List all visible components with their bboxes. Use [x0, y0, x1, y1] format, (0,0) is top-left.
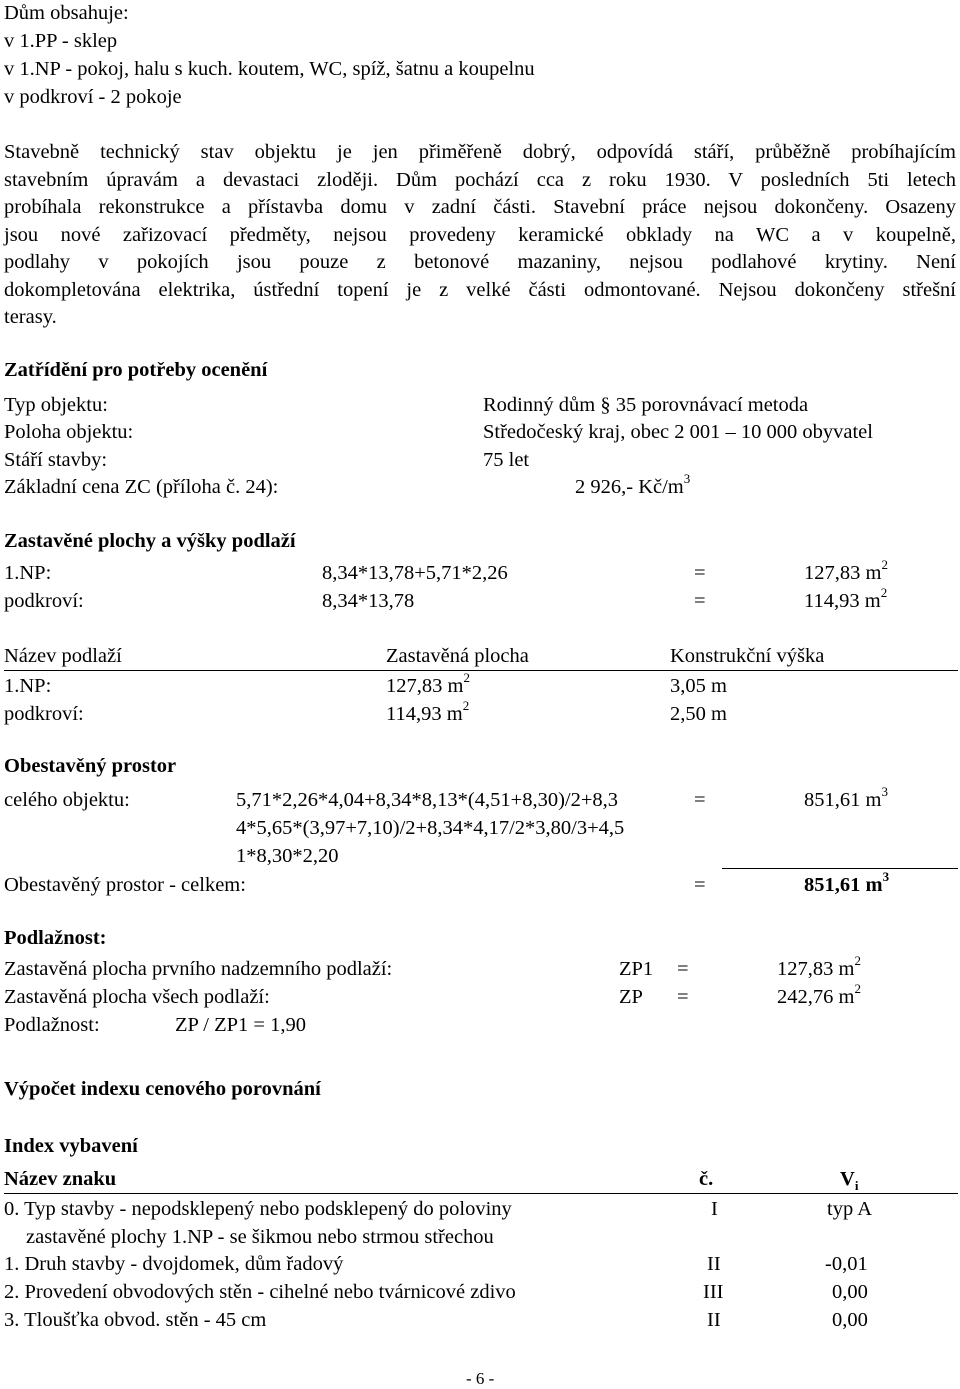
- area-formula: 8,34*13,78: [322, 590, 415, 612]
- page-number: - 6 -: [466, 1369, 495, 1388]
- area-value: 114,93 $m^2$: [804, 585, 888, 612]
- area-value: 127,83 $m^2$: [804, 557, 888, 584]
- floors-table-header: Název podlaží: [4, 645, 122, 667]
- floors-table-cell: 2,50 m: [670, 703, 727, 725]
- floors-table-header: Zastavěná plocha: [386, 645, 529, 667]
- floors-table-cell: 1.NP:: [4, 675, 52, 697]
- floors-table-header: Konstrukční výška: [670, 645, 825, 667]
- floor-ratio-value: 127,83 $m^2$: [777, 953, 861, 980]
- equipment-row-num: II: [707, 1309, 721, 1331]
- area-floor: podkroví:: [4, 590, 84, 612]
- floor-ratio-label: Zastavěná plocha prvního nadzemního podlaží:: [4, 958, 393, 980]
- classification-value: 75 let: [483, 449, 530, 471]
- equipment-row-v: 0,00: [832, 1309, 868, 1331]
- base-price-label: Základní cena ZC (příloha č. 24):: [4, 476, 279, 498]
- house-contents-heading: Dům obsahuje:: [4, 2, 129, 24]
- sum-divider: [722, 868, 958, 869]
- floors-table-cell: 114,93 $m^2$: [386, 698, 470, 725]
- classification-label: Stáří stavby:: [4, 449, 108, 471]
- classification-label: Poloha objektu:: [4, 421, 134, 443]
- price-index-heading: Výpočet indexu cenového porovnání: [4, 1078, 321, 1100]
- floor-ratio-result-value: ZP / ZP1 = 1,90: [175, 1014, 306, 1036]
- built-volume-heading: Obestavěný prostor: [4, 755, 177, 777]
- equipment-index-heading: Index vybavení: [4, 1135, 138, 1157]
- area-eq: =: [694, 590, 706, 612]
- equipment-row-name: 0. Typ stavby - nepodsklepený nebo podsklepený do poloviny: [4, 1198, 512, 1220]
- area-formula: 8,34*13,78+5,71*2,26: [322, 562, 508, 584]
- condition-paragraph: [4, 139, 956, 332]
- area-floor: 1.NP:: [4, 562, 52, 584]
- equipment-row-v: 0,00: [832, 1281, 868, 1303]
- floor-ratio-result-label: Podlažnost:: [4, 1014, 100, 1036]
- built-volume-formula-line: 1*8,30*2,20: [236, 845, 339, 867]
- area-eq: =: [694, 562, 706, 584]
- table-divider: [4, 670, 958, 671]
- equipment-col-name: Název znaku: [4, 1168, 117, 1190]
- floors-table-cell: 3,05 m: [670, 675, 727, 697]
- paragraph-line: jsou nové zařizovací předměty, nejsou provedeny keramické obklady na WC a v koupelně,: [4, 223, 956, 246]
- floors-table-cell: podkroví:: [4, 703, 84, 725]
- built-volume-total-label: Obestavěný prostor - celkem:: [4, 874, 246, 896]
- classification-value: Rodinný dům § 35 porovnávací metoda: [483, 394, 809, 416]
- equipment-row-v: typ A: [827, 1198, 872, 1220]
- classification-heading: Zatřídění pro potřeby ocenění: [4, 359, 268, 381]
- paragraph-line: dokompletována elektrika, ústřední topení je z velké části odmontované. Nejsou dokončeny střešní: [4, 278, 956, 301]
- built-volume-value: 851,61 $m^3$: [804, 784, 888, 811]
- equipment-row-v: -0,01: [825, 1253, 868, 1275]
- house-contents-line: v 1.NP - pokoj, halu s kuch. koutem, WC, spíž, šatnu a koupelnu: [4, 58, 535, 80]
- paragraph-line: stavebním úpravám a devastaci zloději. Dům pochází cca z roku 1930. V posledních 5ti letech: [4, 168, 956, 191]
- base-price-value: 2 926,- $Kč/m^3$: [575, 471, 691, 498]
- classification-value: Středočeský kraj, obec 2 001 – 10 000 obyvatel: [483, 421, 873, 443]
- built-volume-total-eq: =: [694, 874, 706, 896]
- floor-ratio-label: Zastavěná plocha všech podlaží:: [4, 986, 270, 1008]
- built-volume-eq: =: [694, 789, 706, 811]
- equipment-row-name: 2. Provedení obvodových stěn - cihelné nebo tvárnicové zdivo: [4, 1281, 516, 1303]
- floors-table-cell: 127,83 $m^2$: [386, 670, 470, 697]
- built-volume-label: celého objektu:: [4, 789, 130, 811]
- floor-ratio-eq: =: [677, 958, 689, 980]
- paragraph-line: Stavebně technický stav objektu je jen přiměřeně dobrý, odpovídá stáří, průběžně probíhajícím: [4, 141, 956, 163]
- floor-ratio-heading: Podlažnost:: [4, 927, 107, 949]
- floor-ratio-value: 242,76 $m^2$: [777, 981, 861, 1008]
- house-contents-line: v podkroví - 2 pokoje: [4, 86, 182, 108]
- equipment-col-v: $V_i$: [840, 1168, 859, 1194]
- equipment-row-num: I: [711, 1198, 718, 1220]
- paragraph-line: terasy.: [4, 306, 57, 328]
- equipment-col-num: č.: [699, 1168, 714, 1190]
- floor-ratio-eq: =: [677, 986, 689, 1008]
- built-volume-formula-line: 5,71*2,26*4,04+8,34*8,13*(4,51+8,30)/2+8,3: [236, 789, 619, 811]
- built-volume-formula-line: 4*5,65*(3,97+7,10)/2+8,34*4,17/2*3,80/3+4,5: [236, 817, 625, 839]
- house-contents-line: v 1.PP - sklep: [4, 30, 118, 52]
- floor-ratio-code: ZP1: [619, 958, 654, 980]
- classification-label: Typ objektu:: [4, 394, 108, 416]
- equipment-row-num: II: [707, 1253, 721, 1275]
- paragraph-line: podlahy v pokojích jsou pouze z betonové mazaniny, nejsou podlahové krytiny. Není: [4, 251, 956, 273]
- paragraph-line: probíhala rekonstrukce a přístavba domu v zadní části. Stavební práce nejsou dokončeny. Osazeny: [4, 196, 956, 218]
- floor-ratio-code: ZP: [619, 986, 643, 1008]
- table-divider: [4, 1193, 958, 1194]
- equipment-row-name: 3. Tloušťka obvod. stěn - 45 cm: [4, 1309, 267, 1331]
- equipment-row-name-cont: zastavěné plochy 1.NP - se šikmou nebo strmou střechou: [26, 1226, 494, 1248]
- built-up-areas-heading: Zastavěné plochy a výšky podlaží: [4, 530, 296, 552]
- built-volume-total-value: 851,61 $m^3$: [804, 869, 890, 896]
- equipment-row-num: III: [703, 1281, 724, 1303]
- equipment-row-name: 1. Druh stavby - dvojdomek, dům řadový: [4, 1253, 344, 1275]
